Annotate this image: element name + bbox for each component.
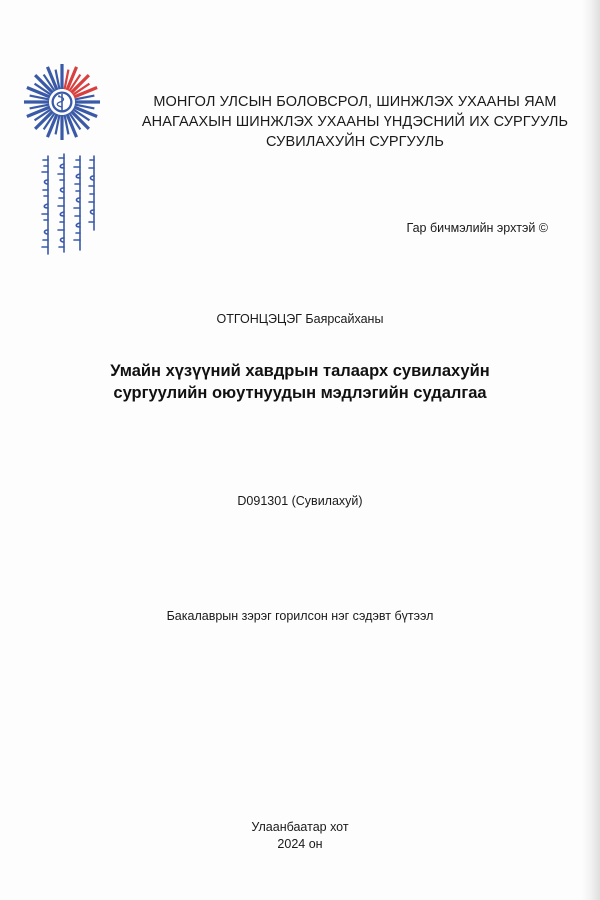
header-ministry: МОНГОЛ УЛСЫН БОЛОВСРОЛ, ШИНЖЛЭХ УХААНЫ ЯАМ (153, 94, 557, 110)
program-code: D091301 (Сувилахуй) (237, 494, 363, 508)
header-school: СУВИЛАХУЙН СУРГУУЛЬ (266, 134, 444, 150)
institution-header (120, 92, 590, 152)
thesis-title-line-2: сургуулийн оюутнуудын мэдлэгийн судалгаа (113, 384, 487, 402)
thesis-title (0, 360, 600, 404)
city: Улаанбаатар хот (251, 820, 349, 834)
place-and-year (0, 819, 600, 853)
header-university: АНАГААХЫН ШИНЖЛЭХ УХААНЫ ҮНДЭСНИЙ ИХ СУРГУУЛЬ (141, 114, 569, 130)
university-emblem-icon (22, 62, 102, 142)
mongolian-script-text-icon (34, 150, 98, 258)
degree-statement: Бакалаврын зэрэг горилсон нэг сэдэвт бүтээл (166, 609, 434, 623)
thesis-title-line-1: Умайн хүзүүний хавдрын талаарх сувилахуйн (110, 362, 490, 380)
year: 2024 он (277, 837, 323, 851)
author-name: ОТГОНЦЭЦЭГ Баярсайханы (216, 312, 384, 326)
copyright-notice: Гар бичмэлийн эрхтэй © (406, 221, 548, 235)
